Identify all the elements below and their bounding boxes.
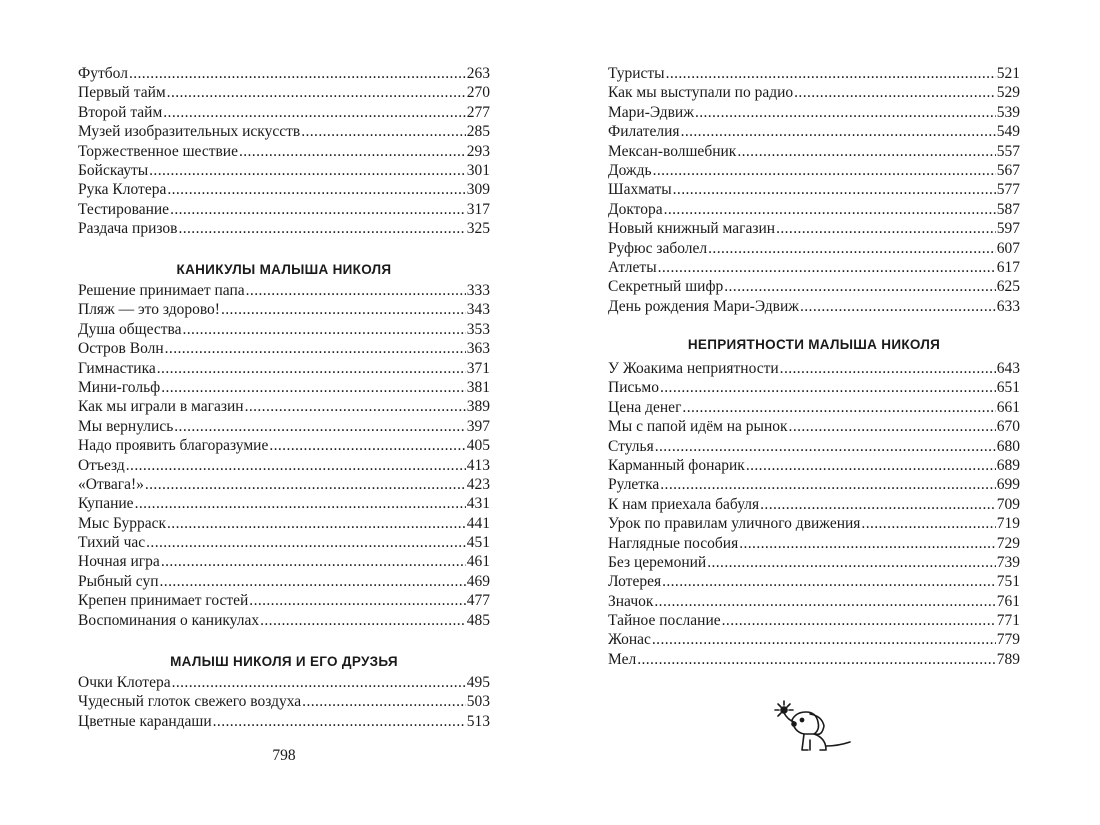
entry-title: Как мы играли в магазин — [78, 398, 244, 416]
toc-entry — [78, 281, 490, 300]
dot-leader — [163, 103, 465, 122]
entry-page-number: 513 — [466, 712, 490, 730]
entry-page-number: 597 — [996, 220, 1020, 238]
entry-title: Футбол — [78, 65, 128, 82]
dot-leader — [682, 398, 995, 417]
dot-leader — [239, 142, 466, 161]
entry-title: Очки Клотера — [78, 674, 171, 691]
dot-leader — [800, 297, 996, 316]
dot-leader — [695, 103, 996, 122]
toc-entry — [608, 534, 1020, 553]
toc-entry — [78, 514, 490, 533]
toc-entry — [608, 359, 1020, 378]
toc-entry — [78, 692, 490, 711]
toc-entry — [608, 219, 1020, 238]
entry-title: Цветные карандаши — [78, 712, 212, 730]
entry-title: У Жоакима неприятности — [608, 360, 779, 377]
dot-leader — [146, 533, 466, 552]
entry-title: Руфюс заболел — [608, 239, 708, 257]
toc-entry — [608, 64, 1020, 83]
entry-page-number: 549 — [996, 123, 1020, 141]
entry-page-number: 431 — [466, 495, 490, 513]
entry-page-number: 309 — [466, 181, 490, 199]
dot-leader — [161, 552, 466, 571]
entry-page-number: 567 — [996, 161, 1020, 179]
toc-entry — [608, 650, 1020, 669]
dog-with-flower-drawing — [770, 696, 854, 758]
dot-leader — [149, 161, 466, 180]
entry-title: Урок по правилам уличного движения — [608, 515, 861, 533]
entry-page-number: 270 — [466, 84, 490, 102]
entry-title: Надо проявить благоразумие — [78, 437, 269, 455]
entry-page-number: 751 — [996, 573, 1020, 591]
entry-title: Рулетка — [608, 476, 660, 494]
entry-title: Атлеты — [608, 258, 657, 276]
toc-entry — [78, 673, 490, 692]
toc-group-top-left — [78, 64, 490, 239]
entry-title: Тихий час — [78, 534, 146, 552]
dot-leader — [160, 572, 466, 591]
toc-entry — [78, 122, 490, 141]
entry-page-number: 617 — [996, 258, 1020, 276]
entry-page-number: 461 — [466, 553, 490, 571]
entry-title: Второй тайм — [78, 103, 163, 121]
toc-entry — [78, 591, 490, 610]
entry-title: День рождения Мари-Эдвиж — [608, 297, 799, 315]
dot-leader — [174, 417, 465, 436]
toc-entry — [608, 103, 1020, 122]
entry-title: Музей изобразительных искусств — [78, 123, 301, 141]
entry-title: Лотерея — [608, 573, 662, 591]
dot-leader — [673, 180, 996, 199]
entry-title: Воспоминания о каникулах — [78, 611, 260, 629]
entry-title: Письмо — [608, 379, 659, 397]
dot-leader — [157, 359, 466, 378]
toc-entry — [78, 417, 490, 436]
dot-leader — [302, 692, 466, 711]
toc-entry — [78, 456, 490, 475]
toc-entry — [78, 300, 490, 319]
entry-title: Цена денег — [608, 398, 682, 416]
dot-leader — [165, 339, 466, 358]
entry-title: Филателия — [608, 123, 680, 141]
entry-page-number: 495 — [466, 674, 490, 691]
toc-entry — [78, 142, 490, 161]
entry-page-number: 485 — [466, 611, 490, 629]
dot-leader — [760, 495, 996, 514]
entry-page-number: 587 — [996, 200, 1020, 218]
entry-title: Рыбный суп — [78, 572, 159, 590]
entry-page-number: 451 — [466, 534, 490, 552]
dot-leader — [183, 320, 466, 339]
toc-entry — [608, 161, 1020, 180]
toc-entry — [608, 180, 1020, 199]
entry-title: Туристы — [608, 65, 665, 82]
toc-entry — [608, 475, 1020, 494]
entry-title: Ночная игра — [78, 553, 160, 571]
entry-title: Стулья — [608, 437, 654, 455]
toc-entry — [608, 572, 1020, 591]
entry-title: Мини-гольф — [78, 378, 161, 396]
entry-title: Наглядные пособия — [608, 534, 739, 552]
entry-page-number: 371 — [466, 359, 490, 377]
dot-leader — [269, 436, 465, 455]
toc-entry — [78, 180, 490, 199]
dot-leader — [178, 219, 465, 238]
toc-entry — [78, 552, 490, 571]
entry-page-number: 625 — [996, 278, 1020, 296]
entry-page-number: 680 — [996, 437, 1020, 455]
dot-leader — [722, 611, 996, 630]
entry-page-number: 771 — [996, 612, 1020, 630]
entry-page-number: 729 — [996, 534, 1020, 552]
entry-page-number: 477 — [466, 592, 490, 610]
entry-title: Остров Волн — [78, 340, 164, 358]
toc-entry — [78, 161, 490, 180]
entry-title: Новый книжный магазин — [608, 220, 776, 238]
toc-entry — [78, 436, 490, 455]
entry-title: Раздача призов — [78, 220, 178, 238]
entry-page-number: 263 — [466, 65, 490, 82]
entry-page-number: 607 — [996, 239, 1020, 257]
entry-page-number: 557 — [996, 142, 1020, 160]
dot-leader — [167, 514, 466, 533]
entry-page-number: 413 — [466, 456, 490, 474]
dot-leader — [221, 300, 466, 319]
toc-section-troubles — [608, 359, 1020, 669]
dot-leader — [666, 64, 996, 83]
dot-leader — [167, 83, 466, 102]
dot-leader — [145, 475, 466, 494]
entry-title: Тестирование — [78, 200, 170, 218]
entry-title: Мексан-волшебник — [608, 142, 737, 160]
toc-entry — [78, 475, 490, 494]
section-heading-vacation: КАНИКУЛЫ МАЛЫША НИКОЛЯ — [176, 262, 392, 277]
entry-title: «Отвага!» — [78, 475, 144, 493]
entry-page-number: 353 — [466, 320, 490, 338]
entry-page-number: 389 — [466, 398, 490, 416]
dot-leader — [260, 611, 466, 630]
toc-entry — [608, 122, 1020, 141]
entry-title: Как мы выступали по радио — [608, 84, 794, 102]
toc-entry — [608, 437, 1020, 456]
dot-leader — [776, 219, 996, 238]
entry-page-number: 670 — [996, 418, 1020, 436]
entry-page-number: 343 — [466, 301, 490, 319]
entry-title: Купание — [78, 495, 134, 513]
dot-leader — [794, 83, 996, 102]
toc-entry — [608, 297, 1020, 316]
toc-entry — [608, 630, 1020, 649]
entry-title: Тайное послание — [608, 612, 721, 630]
toc-entry — [78, 359, 490, 378]
entry-page-number: 739 — [996, 553, 1020, 571]
toc-entry — [608, 611, 1020, 630]
entry-page-number: 709 — [996, 495, 1020, 513]
entry-title: Отъезд — [78, 456, 125, 474]
entry-page-number: 441 — [466, 514, 490, 532]
toc-entry — [608, 495, 1020, 514]
entry-title: Первый тайм — [78, 84, 166, 102]
dot-leader — [660, 475, 995, 494]
entry-title: Решение принимает папа — [78, 282, 245, 299]
toc-section-vacation — [78, 281, 490, 630]
toc-entry — [608, 239, 1020, 258]
toc-entry — [608, 378, 1020, 397]
toc-entry — [78, 320, 490, 339]
entry-title: Карманный фонарик — [608, 456, 745, 474]
toc-entry — [78, 572, 490, 591]
dot-leader — [708, 239, 996, 258]
entry-title: Пляж — это здорово! — [78, 301, 220, 319]
entry-title: Дождь — [608, 161, 652, 179]
entry-page-number: 333 — [466, 282, 490, 299]
toc-entry — [78, 219, 490, 238]
dot-leader — [301, 122, 466, 141]
entry-page-number: 285 — [466, 123, 490, 141]
entry-page-number: 503 — [466, 693, 490, 711]
toc-entry — [608, 398, 1020, 417]
toc-entry — [608, 514, 1020, 533]
entry-title: Мыс Бурраск — [78, 514, 167, 532]
entry-page-number: 689 — [996, 456, 1020, 474]
toc-entry — [608, 142, 1020, 161]
entry-title: Торжественное шествие — [78, 142, 238, 160]
entry-title: Душа общества — [78, 320, 182, 338]
dot-leader — [129, 64, 466, 83]
dot-leader — [737, 142, 995, 161]
dot-leader — [637, 650, 996, 669]
dot-leader — [724, 277, 996, 296]
dot-leader — [246, 281, 466, 300]
dot-leader — [249, 591, 465, 610]
entry-page-number: 405 — [466, 437, 490, 455]
entry-title: Доктора — [608, 200, 663, 218]
dot-leader — [746, 456, 996, 475]
dot-leader — [653, 161, 996, 180]
dot-leader — [681, 122, 996, 141]
entry-title: Бойскауты — [78, 161, 149, 179]
entry-page-number: 761 — [996, 592, 1020, 610]
entry-title: Жонас — [608, 631, 651, 649]
toc-entry — [608, 417, 1020, 436]
entry-page-number: 423 — [466, 475, 490, 493]
toc-entry — [608, 258, 1020, 277]
dot-leader — [662, 572, 996, 591]
entry-title: Мы вернулись — [78, 417, 174, 435]
section-heading-friends: МАЛЫШ НИКОЛЯ И ЕГО ДРУЗЬЯ — [170, 654, 398, 669]
entry-page-number: 633 — [996, 297, 1020, 315]
entry-page-number: 381 — [466, 378, 490, 396]
dot-leader — [660, 378, 996, 397]
toc-entry — [78, 103, 490, 122]
toc-entry — [78, 83, 490, 102]
entry-page-number: 397 — [466, 417, 490, 435]
entry-page-number: 577 — [996, 181, 1020, 199]
entry-title: Без церемоний — [608, 553, 707, 571]
entry-title: Мы с папой идём на рынок — [608, 418, 788, 436]
entry-title: Рука Клотера — [78, 181, 167, 199]
entry-page-number: 325 — [466, 220, 490, 238]
entry-page-number: 529 — [996, 84, 1020, 102]
entry-title: Значок — [608, 592, 654, 610]
toc-entry — [78, 494, 490, 513]
entry-page-number: 779 — [996, 631, 1020, 649]
dot-leader — [654, 592, 995, 611]
entry-page-number: 363 — [466, 340, 490, 358]
toc-section-friends — [78, 673, 490, 731]
entry-page-number: 301 — [466, 161, 490, 179]
dot-leader — [655, 437, 996, 456]
entry-page-number: 521 — [996, 65, 1020, 82]
entry-page-number: 699 — [996, 476, 1020, 494]
dot-leader — [126, 456, 466, 475]
toc-entry — [78, 339, 490, 358]
toc-entry — [78, 397, 490, 416]
toc-entry — [78, 712, 490, 731]
toc-entry — [78, 533, 490, 552]
toc-group-top-right — [608, 64, 1020, 316]
toc-entry — [608, 592, 1020, 611]
entry-page-number: 317 — [466, 200, 490, 218]
dot-leader — [172, 673, 466, 692]
entry-page-number: 643 — [996, 360, 1020, 377]
entry-page-number: 719 — [996, 515, 1020, 533]
dot-leader — [170, 200, 466, 219]
toc-entry — [608, 200, 1020, 219]
entry-page-number: 469 — [466, 572, 490, 590]
dot-leader — [245, 397, 466, 416]
entry-title: Шахматы — [608, 181, 672, 199]
toc-entry — [78, 611, 490, 630]
section-heading-troubles: НЕПРИЯТНОСТИ МАЛЫША НИКОЛЯ — [687, 337, 941, 352]
entry-title: Мари-Эдвиж — [608, 103, 694, 121]
dot-leader — [789, 417, 996, 436]
dot-leader — [658, 258, 996, 277]
entry-page-number: 651 — [996, 379, 1020, 397]
toc-entry — [78, 378, 490, 397]
toc-entry — [78, 200, 490, 219]
entry-title: Чудесный глоток свежего воздуха — [78, 693, 302, 711]
toc-entry — [608, 553, 1020, 572]
dot-leader — [167, 180, 465, 199]
dot-leader — [739, 534, 996, 553]
entry-page-number: 789 — [996, 650, 1020, 668]
toc-entry — [78, 64, 490, 83]
toc-entry — [608, 83, 1020, 102]
entry-page-number: 539 — [996, 103, 1020, 121]
entry-page-number: 293 — [466, 142, 490, 160]
page-number: 798 — [272, 747, 296, 764]
dot-leader — [707, 553, 996, 572]
dot-leader — [213, 712, 466, 731]
dot-leader — [135, 494, 466, 513]
entry-title: Мел — [608, 650, 637, 668]
dot-leader — [652, 630, 996, 649]
dot-leader — [861, 514, 995, 533]
entry-page-number: 661 — [996, 398, 1020, 416]
dot-leader — [780, 359, 996, 378]
dot-leader — [664, 200, 996, 219]
entry-title: Секретный шифр — [608, 278, 724, 296]
entry-title: К нам приехала бабуля — [608, 495, 760, 513]
toc-entry — [608, 456, 1020, 475]
dot-leader — [161, 378, 466, 397]
entry-title: Крепен принимает гостей — [78, 592, 249, 610]
toc-entry — [608, 277, 1020, 296]
entry-title: Гимнастика — [78, 359, 156, 377]
entry-page-number: 277 — [466, 103, 490, 121]
